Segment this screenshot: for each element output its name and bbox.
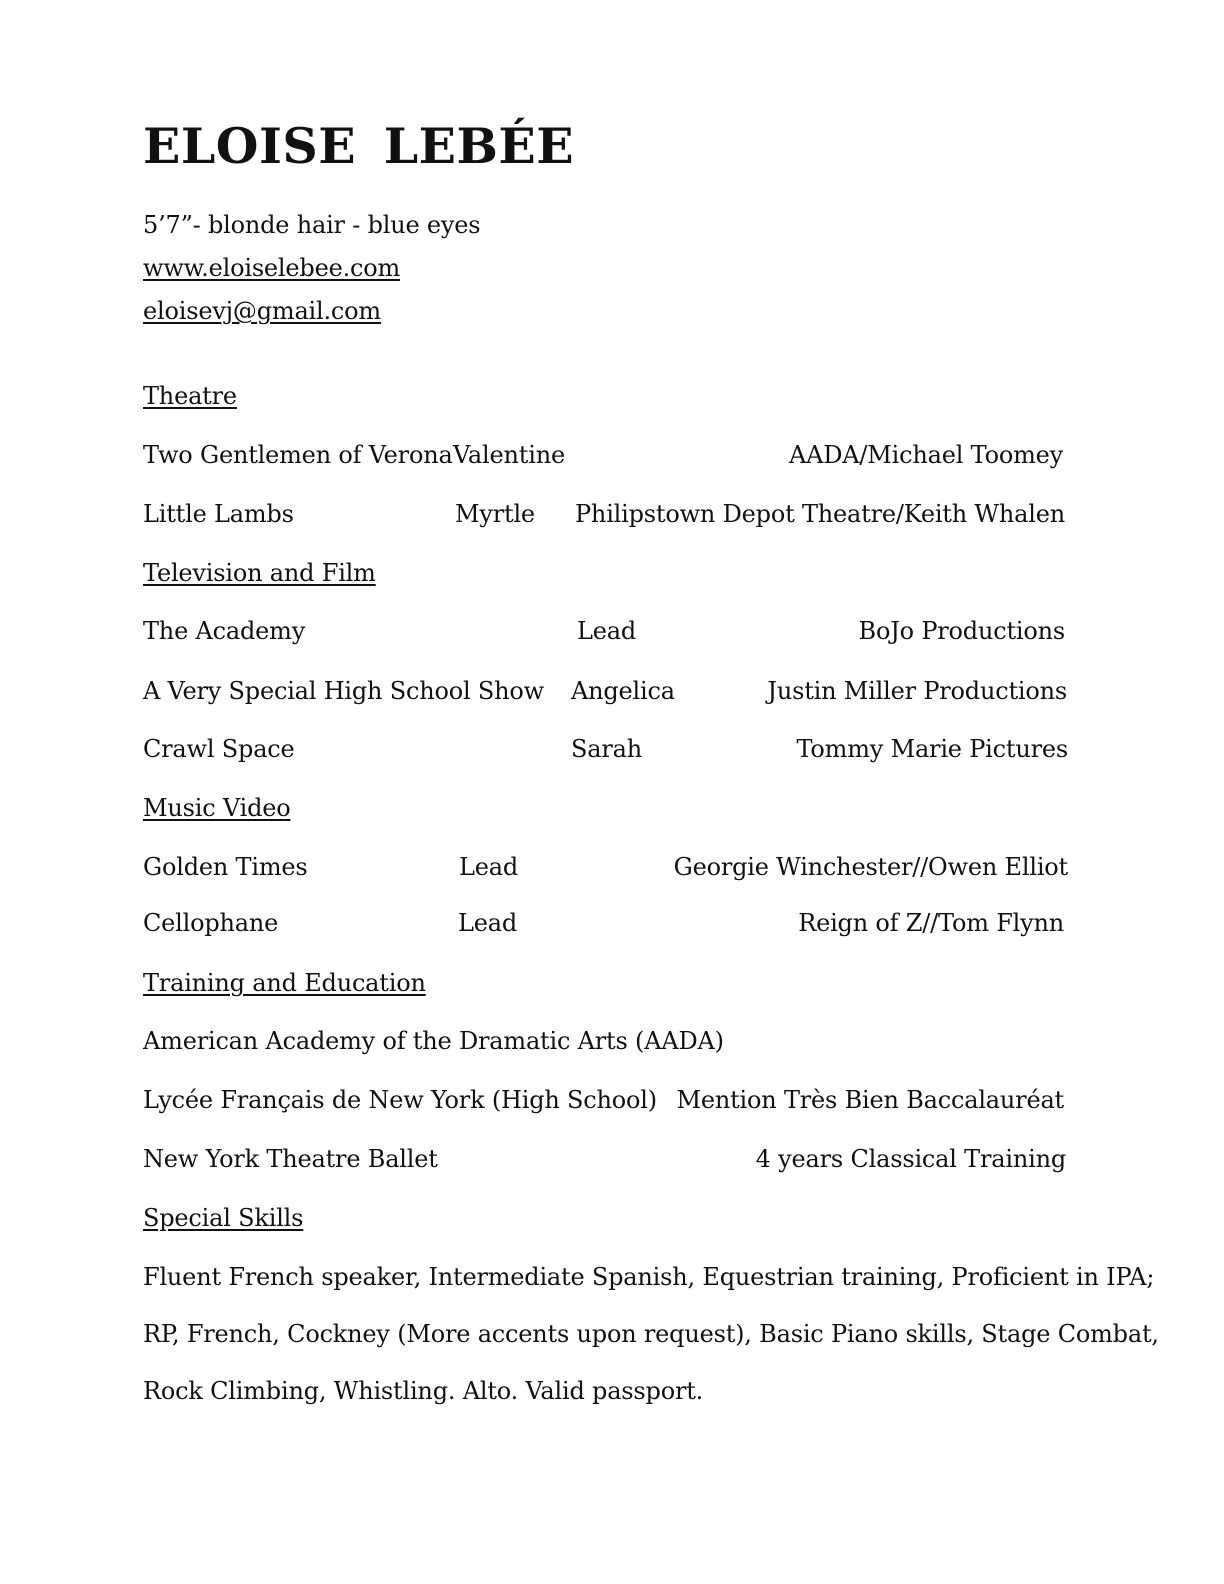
music-video-role: Lead xyxy=(458,909,518,937)
tv-film-title: The Academy xyxy=(143,617,306,645)
tv-film-title: A Very Special High School Show xyxy=(143,677,544,705)
theatre-role: Valentine xyxy=(453,441,565,469)
tv-film-credit: BoJo Productions xyxy=(858,617,1065,645)
tv-film-role: Lead xyxy=(577,617,637,645)
training-note: Mention Très Bien Baccalauréat xyxy=(676,1086,1064,1114)
actor-name: ELOISE LEBÉE xyxy=(143,117,575,175)
section-heading-music-video: Music Video xyxy=(143,794,291,822)
section-heading-theatre: Theatre xyxy=(143,382,237,410)
skills-line: RP, French, Cockney (More accents upon request), Basic Piano skills, Stage Combat, xyxy=(143,1320,1159,1348)
training-school: American Academy of the Dramatic Arts (AADA) xyxy=(143,1027,724,1055)
tv-film-credit: Justin Miller Productions xyxy=(767,677,1067,705)
training-note: 4 years Classical Training xyxy=(755,1145,1066,1173)
section-heading-tv-film: Television and Film xyxy=(143,559,376,587)
theatre-credit: AADA/Michael Toomey xyxy=(788,441,1063,469)
training-school: New York Theatre Ballet xyxy=(143,1145,438,1173)
email-link[interactable]: eloisevj@gmail.com xyxy=(143,297,381,325)
skills-line: Rock Climbing, Whistling. Alto. Valid passport. xyxy=(143,1377,704,1405)
music-video-role: Lead xyxy=(459,853,519,881)
theatre-title: Little Lambs xyxy=(143,500,294,528)
tv-film-role: Angelica xyxy=(571,677,675,705)
physical-stats: 5’7”- blonde hair - blue eyes xyxy=(143,211,481,239)
section-heading-training: Training and Education xyxy=(143,969,426,997)
music-video-credit: Georgie Winchester//Owen Elliot xyxy=(673,853,1068,881)
tv-film-title: Crawl Space xyxy=(143,735,295,763)
tv-film-credit: Tommy Marie Pictures xyxy=(796,735,1068,763)
training-school: Lycée Français de New York (High School) xyxy=(143,1086,657,1114)
section-heading-skills: Special Skills xyxy=(143,1204,304,1232)
music-video-title: Cellophane xyxy=(143,909,279,937)
theatre-role: Myrtle xyxy=(455,500,535,528)
skills-line: Fluent French speaker, Intermediate Spanish, Equestrian training, Proficient in IPA; xyxy=(143,1263,1155,1291)
theatre-title: Two Gentlemen of Verona xyxy=(143,441,453,469)
website-link[interactable]: www.eloiselebee.com xyxy=(143,254,401,282)
music-video-title: Golden Times xyxy=(143,853,308,881)
theatre-credit: Philipstown Depot Theatre/Keith Whalen xyxy=(574,500,1065,528)
music-video-credit: Reign of Z//Tom Flynn xyxy=(798,909,1064,937)
tv-film-role: Sarah xyxy=(571,735,642,763)
